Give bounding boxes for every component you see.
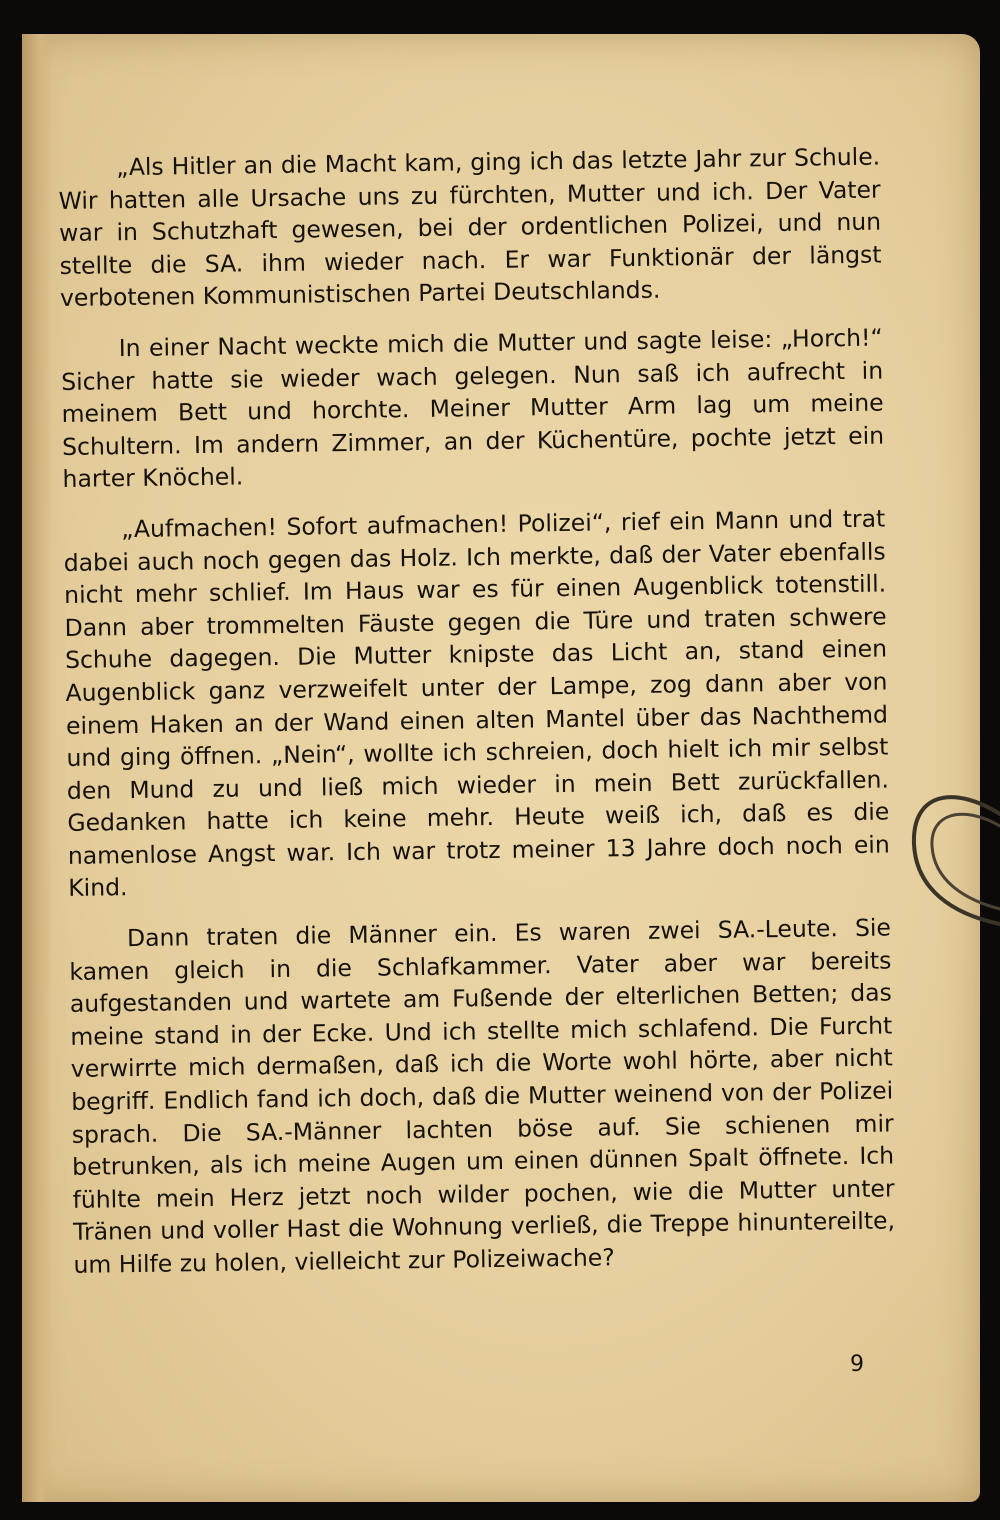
page-gutter (22, 34, 52, 1502)
paperclip-icon (892, 774, 1000, 934)
paragraph-3: „Aufmachen! Sofort aufmachen! Polizei“, rief ein Mann und trat dabei auch noch gegen das Holz. Ich merkte, daß der Vater ebenfalls nicht mehr schlief. Im Haus war es für einen Augenblick totenstill. Dann aber trommelten Fäuste gegen die Türe und traten schwere Schuhe dagegen. Die Mutter knipste das Licht an, stand einen Augenblick ganz verzweifelt unter der Lampe, zog dann aber von einem Haken an der Wand einen alten Mantel über das Nachthemd und ging öffnen. „Nein“, wollte ich schreien, doch hielt ich mir selbst den Mund zu und ließ mich wieder in mein Bett zurückfallen. Gedanken hatte ich keine mehr. Heute weiß ich, daß es die namenlose Angst war. Ich war trotz meiner 13 Jahre doch noch ein Kind. (63, 504, 890, 903)
paragraph-1: „Als Hitler an die Macht kam, ging ich das letzte Jahr zur Schule. Wir hatten alle Ursache uns zu fürchten, Mutter und ich. Der Vater war in Schutzhaft gewesen, bei der ordentlichen Polizei, und nun stellte die SA. ihm wieder nach. Er war Funktionär der längst verbotenen Kommunistischen Partei Deutschlands. (58, 142, 882, 313)
paragraph-2: In einer Nacht weckte mich die Mutter und sagte leise: „Horch!“ Sicher hatte sie wieder wach gelegen. Nun saß ich aufrecht in meinem Bett und horchte. Meiner Mutter Arm lag um meine Schultern. Im andern Zimmer, an der Küchentüre, pochte jetzt ein harter Knöchel. (61, 323, 885, 494)
page-number: 9 (850, 1352, 864, 1377)
body-text (58, 141, 896, 1300)
paragraph-4: Dann traten die Männer ein. Es waren zwei SA.-Leute. Sie kamen gleich in die Schlafkammer. Vater aber war bereits aufgestanden und wartete am Fußende der elterlichen Betten; das meine stand in der Ecke. Und ich stellte mich schlafend. Die Furcht verwirrte mich dermaßen, daß ich die Worte wohl hörte, aber nicht begriff. Endlich fand ich doch, daß die Mutter weinend von der Polizei sprach. Die SA.-Männer lachten böse auf. Sie schienen mir betrunken, als ich meine Augen um einen dünnen Spalt öffnete. Ich fühlte mein Herz jetzt noch wilder pochen, wie die Mutter unter Tränen und voller Hast die Wohnung verließ, die Treppe hinuntereilte, um Hilfe zu holen, vielleicht zur Polizeiwache? (69, 913, 896, 1279)
book-page (22, 34, 980, 1502)
